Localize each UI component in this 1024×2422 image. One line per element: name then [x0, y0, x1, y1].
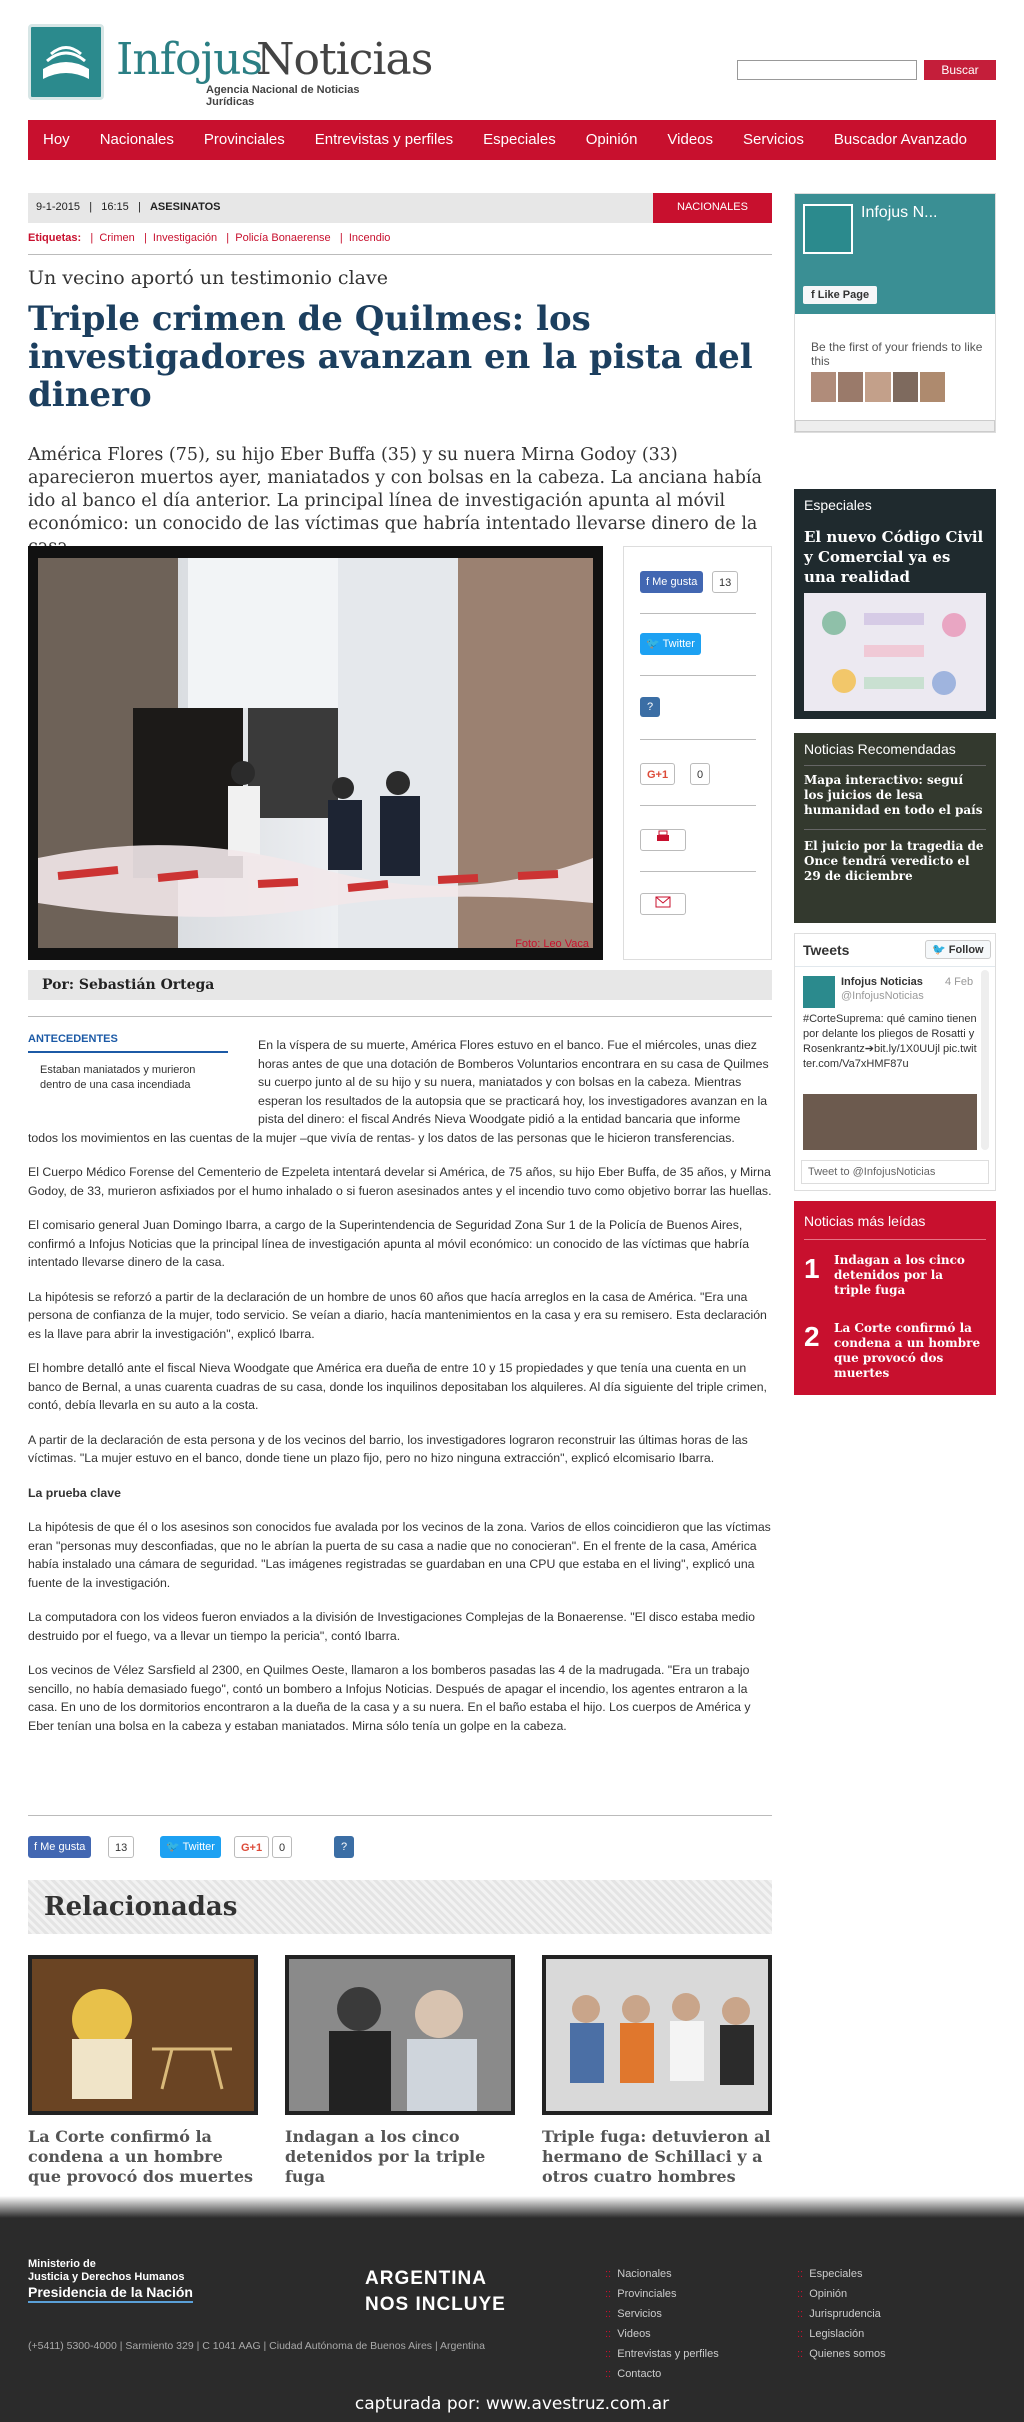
ministerio-logo[interactable] [28, 2258, 193, 2303]
divider [640, 613, 756, 614]
category-badge[interactable]: NACIONALES [653, 193, 772, 223]
article-paragraph: A partir de la declaración de esta persona y de los vecinos del barrio, los investigadores lograron reconstruir las últimas horas de las víctimas. "La mujer estuvo en el banco, donde tiene un plazo fijo, pero no hizo ninguna extracción", explicó elcomisario Ibarra. [28, 1432, 748, 1465]
article-paragraph: La hipótesis de que él o los asesinos son conocidos fue avalada por los vecinos de la zona. Varios de ellos coincidieron que las víctimas eran "personas muy desconfiadas, que no le abrían la puerta de su casa a nadie que no conocieran". En el frente de la casa, América había instalado una cámara de seguridad. "Las imágenes registradas se guardaban en una CPU que estaba en el living", explicó una fuente de la investigación. [28, 1520, 771, 1590]
footer-link[interactable]: :: Videos [605, 2328, 651, 2340]
article-paragraph: La hipótesis se reforzó a partir de la declaración de un hombre de unos 60 años que hacía arreglos en la casa de América. "Era una persona de confianza de la mujer, todo servicio. Se veían a diario, hacía mantenimientos en la casa y era su remisero. Esta declaración es la llave para abrir la investigación", explicó Ibarra. [28, 1289, 767, 1341]
antecedentes-title: ANTECEDENTES [28, 1033, 228, 1053]
main-nav [28, 120, 996, 160]
tweet-image[interactable] [803, 1094, 977, 1150]
tweet-scrollbar[interactable] [981, 970, 989, 1150]
gplus-count: 0 [272, 1836, 292, 1858]
related-item[interactable] [28, 1955, 258, 2187]
tags-label: Etiquetas: [28, 232, 82, 244]
tag-link[interactable]: Incendio [348, 232, 391, 244]
article-date-line: 9-1-2015 | 16:15 | ASESINATOS [36, 201, 221, 213]
twitter-bird-icon: 🐦 [646, 638, 660, 650]
nav-item-hoy[interactable]: Hoy [43, 131, 70, 148]
footer-link[interactable]: :: Jurisprudencia [797, 2308, 881, 2320]
footer-link[interactable]: :: Nacionales [605, 2268, 672, 2280]
mas-leidas-label: Noticias más leídas [804, 1213, 926, 1229]
antecedentes-box [28, 1033, 228, 1093]
share-column [623, 546, 772, 960]
article-paragraph: En la víspera de su muerte, América Flores estuvo en el banco. Fue el miércoles, unas diez horas antes de que una dotación de Bomberos Voluntarios encontrara en su casa de Quilmes su cuerpo junto al de su hijo y su nuera, maniatados y con bolsas en la cabeza. Mientras esperan los resultados de la autopsia que se practicará hoy, los investigadores avanzan en la pista del dinero: el fiscal Andrés Nieva Woodgate pidió a la entidad bancaria que informe todos los movimientos en las cuentas de la mujer –que vivía de rentas- y los datos de las personas que le hicieron transferencias. [28, 1038, 769, 1145]
tweet-avatar[interactable] [803, 976, 835, 1008]
nav-item-videos[interactable]: Videos [667, 131, 714, 148]
print-icon[interactable] [640, 829, 686, 851]
related-image [542, 1955, 772, 2115]
site-footer [0, 2218, 1024, 2422]
related-title[interactable]: Triple fuga: detuvieron al hermano de Schillaci y a otros cuatro hombres [542, 2127, 771, 2186]
divider [640, 805, 756, 806]
article-paragraph: Los vecinos de Vélez Sarsfield al 2300, en Quilmes Oeste, llamaron a los bomberos pasadas las 4 de la madrugada. "Era un trabajo sencillo, no había demasiado fuego", contó un bombero a Infojus Noticias. Después de apagar el incendio, los agentes entraron a la casa. En uno de los dormitorios encontraron a la dueña de la casa y a su nuera. En el baño estaba el hijo. Los cuerpos de América y Eber tenían una bolsa en la cabeza y estaban maniatados. Mirna sólo tenía un golpe en la cabeza. [28, 1663, 751, 1733]
gplus-button[interactable]: G+1 [234, 1836, 269, 1858]
email-icon[interactable] [640, 893, 686, 915]
footer-link[interactable]: :: Quienes somos [797, 2348, 886, 2360]
related-image [285, 1955, 515, 2115]
footer-link[interactable]: :: Opinión [797, 2288, 848, 2300]
tweet-to-box[interactable]: Tweet to @InfojusNoticias [801, 1160, 989, 1184]
article-paragraph: El hombre detalló ante el fiscal Nieva Woodgate que América era dueña de entre 10 y 15 propiedades y que tenía una cuenta en un banco de Bernal, a unas cuarenta cuadras de su casa, donde los inquilinos depositaban los alquileres. Al día siguiente del triple crimen, contó, debía llevarla en su auto a la costa. [28, 1361, 767, 1412]
footer-links-col2 [797, 2264, 886, 2364]
tag-link[interactable]: Crimen [99, 232, 135, 244]
facebook-like-page-button[interactable] [803, 286, 877, 304]
page-avatar [803, 204, 853, 254]
article-paragraph: El comisario general Juan Domingo Ibarra, a cargo de la Superintendencia de Seguridad Zona Sur 1 de la Policía de Buenos Aires, confirmó a Infojus Noticias que la principal línea de investigación apunta al móvil económico: un conocido de las víctimas que habría intentado llevarse dinero de la casa. [28, 1218, 750, 1269]
divider [804, 765, 986, 766]
footer-link[interactable]: :: Legislación [797, 2328, 865, 2340]
footer-link[interactable]: :: Especiales [797, 2268, 863, 2280]
crime-scene-image [38, 558, 593, 948]
nav-item-entrevistas[interactable]: Entrevistas y perfiles [314, 131, 454, 148]
ministerio-line1: Ministerio de [28, 2258, 96, 2270]
nav-item-servicios[interactable]: Servicios [743, 131, 804, 148]
footer-link[interactable]: :: Contacto [605, 2368, 662, 2380]
tags-line: Etiquetas: | Crimen | Investigación | Policía Bonaerense | Incendio [28, 232, 391, 244]
especiales-image[interactable] [804, 593, 986, 711]
antecedentes-link[interactable]: Estaban maniatados y murieron dentro de una casa incendiada [40, 1064, 196, 1091]
divider [640, 739, 756, 740]
logo-book-icon [28, 24, 104, 100]
recomendada-link[interactable]: Mapa interactivo: seguí los juicios de lesa humanidad en todo el país [804, 773, 983, 817]
article-paragraph: La computadora con los videos fueron enviados a la división de Investigaciones Complejas de la Bonaerense. "El disco estaba medio destruido por el fuego, va a llevar un tiempo la pericia", contó Ibarra. [28, 1610, 755, 1643]
logo-name-noticias: Noticias [256, 34, 433, 85]
tweet-button[interactable] [640, 633, 701, 655]
facebook-page-name[interactable]: Infojus N... [861, 204, 938, 221]
like-label: Me gusta [652, 576, 698, 588]
divider [28, 1815, 772, 1816]
rank-number: 1 [804, 1253, 820, 1284]
tweets-label: Tweets [803, 942, 850, 958]
share-more-icon[interactable]: ? [334, 1836, 354, 1858]
divider [640, 871, 756, 872]
like-count: 13 [712, 571, 738, 593]
related-title[interactable]: La Corte confirmó la condena a un hombre que provocó dos muertes [28, 2127, 253, 2186]
twitter-bird-icon: 🐦 [166, 1841, 180, 1853]
article-subhead: La prueba clave [28, 1485, 121, 1500]
twitter-bird-icon: 🐦 [932, 944, 946, 956]
nav-item-provinciales[interactable]: Provinciales [203, 131, 285, 148]
article-meta-bar [28, 193, 772, 223]
footer-link[interactable]: :: Entrevistas y perfiles [605, 2348, 719, 2360]
recomendada-link[interactable]: El juicio por la tragedia de Once tendrá veredicto el 29 de diciembre [804, 839, 984, 883]
facebook-icon: f [811, 289, 815, 301]
photo-credit: Foto: Leo Vaca [515, 938, 589, 950]
facebook-icon: f [646, 576, 650, 588]
facebook-page-widget [794, 193, 996, 433]
related-title[interactable]: Indagan a los cinco detenidos por la triple fuga [285, 2127, 486, 2186]
gplus-count: 0 [690, 763, 710, 785]
like-label: Me gusta [40, 1841, 86, 1853]
article-title: Triple crimen de Quilmes: los investigadores avanzan en la pista del dinero [28, 299, 753, 415]
capture-credit: capturada por: www.avestruz.com.ar [354, 2394, 670, 2414]
nav-item-nacionales[interactable]: Nacionales [99, 131, 174, 148]
nav-item-buscador-avanzado[interactable]: Buscador Avanzado [833, 131, 968, 148]
argentina-line1: ARGENTINA [365, 2268, 487, 2289]
rank-number: 2 [804, 1321, 820, 1352]
divider [804, 1239, 986, 1240]
article-section[interactable]: ASESINATOS [149, 201, 221, 213]
article-body [28, 1036, 772, 1751]
site-header [0, 0, 1024, 120]
twitter-widget [794, 933, 996, 1191]
logo-tagline: Agencia Nacional de Noticias Jurídicas [206, 84, 360, 108]
article-byline: Por: Sebastián Ortega [28, 970, 772, 1000]
footer-links-col1 [605, 2264, 719, 2384]
article-kicker: Un vecino aportó un testimonio clave [28, 267, 388, 289]
footer-fade [0, 2196, 1024, 2218]
widget-scrollbar[interactable] [795, 420, 995, 432]
article-date: 9-1-2015 [36, 201, 81, 213]
mas-leida-link[interactable]: Indagan a los cinco detenidos por la triple fuga [834, 1253, 965, 1297]
footer-link[interactable]: :: Servicios [605, 2308, 662, 2320]
share-more-icon[interactable]: ? [640, 697, 660, 717]
facebook-icon: f [34, 1841, 38, 1853]
related-heading: Relacionadas [44, 1892, 238, 1922]
related-image [28, 1955, 258, 2115]
argentina-line2: NOS INCLUYE [365, 2294, 506, 2315]
nav-item-opinion[interactable]: Opinión [585, 131, 638, 148]
recomendadas-box [794, 733, 996, 923]
nav-item-especiales[interactable]: Especiales [483, 131, 556, 148]
article-time: 16:15 [101, 201, 129, 213]
tag-link[interactable]: Policía Bonaerense [235, 232, 331, 244]
twitter-follow-button[interactable] [925, 940, 991, 959]
tweet-button[interactable] [160, 1836, 221, 1858]
like-count: 13 [108, 1836, 134, 1858]
tag-link[interactable]: Investigación [152, 232, 218, 244]
tweet-label: Twitter [182, 1841, 215, 1853]
footer-link[interactable]: :: Provinciales [605, 2288, 677, 2300]
divider [28, 1016, 772, 1017]
related-item[interactable] [542, 1955, 772, 2187]
related-header [28, 1880, 772, 1934]
divider [795, 966, 995, 967]
facebook-cover [795, 194, 995, 314]
like-page-label: Like Page [817, 289, 870, 301]
bottom-share-bar [28, 1836, 772, 1860]
facebook-like-button[interactable] [640, 571, 703, 593]
related-item[interactable] [285, 1955, 515, 2187]
argentina-nos-incluye-logo [365, 2266, 506, 2318]
tweet-date[interactable]: 4 Feb [945, 976, 974, 988]
divider [804, 829, 986, 830]
search-input[interactable] [737, 60, 917, 80]
especiales-title[interactable]: El nuevo Código Civil y Comercial ya es una realidad [804, 528, 984, 586]
ministerio-line2: Justicia y Derechos Humanos [28, 2271, 185, 2283]
divider [28, 254, 772, 255]
divider [640, 675, 756, 676]
facebook-friends-avatars [811, 372, 945, 402]
tweet-handle[interactable]: @InfojusNoticias [841, 990, 924, 1002]
presidencia-label: Presidencia de la Nación [28, 2286, 193, 2303]
follow-label: Follow [948, 944, 984, 956]
article-paragraph: El Cuerpo Médico Forense del Cementerio de Ezpeleta intentará develar si América, de 75 años, su hijo Eber Buffa, de 35 años, y Mirna Godoy, de 33, murieron asfixiados por el humo inhalado o si fueron asesinados antes y el incendio tuvo como objetivo borrar las huellas. [28, 1165, 772, 1198]
facebook-like-button[interactable] [28, 1836, 91, 1858]
recomendadas-label: Noticias Recomendadas [804, 741, 956, 757]
tweet-label: Twitter [662, 638, 695, 650]
tweet-text: #CorteSuprema: qué camino tienen por delante los pliegos de Rosatti y Rosenkrantz➔bit.ly/1X0UUjl pic.twitter.com/Va7xHMF87u [803, 1013, 977, 1070]
mas-leidas-box [794, 1201, 996, 1395]
gplus-button[interactable]: G+1 [640, 763, 675, 785]
tweet-author[interactable]: Infojus Noticias [841, 976, 923, 988]
footer-address: (+5411) 5300-4000 | Sarmiento 329 | C 1041 AAG | Ciudad Autónoma de Buenos Aires | Argentina [28, 2340, 485, 2352]
search-button[interactable]: Buscar [924, 60, 996, 80]
facebook-friends-text: Be the first of your friends to like this [811, 340, 983, 368]
site-logo[interactable] [28, 24, 433, 108]
especiales-box [794, 489, 996, 719]
article-photo [28, 546, 603, 960]
especiales-label: Especiales [804, 497, 872, 513]
mas-leida-link[interactable]: La Corte confirmó la condena a un hombre que provocó dos muertes [834, 1321, 981, 1380]
article-lead: América Flores (75), su hijo Eber Buffa (35) y su nuera Mirna Godoy (33) aparecieron muertos ayer, maniatados y con bolsas en la cabeza. La anciana había ido al banco el día anterior. La principal línea de investigación apunta al móvil económico: un conocido de las víctimas que habría intentado llevarse dinero de la [28, 445, 762, 534]
logo-name-infojus: Infojus [116, 34, 263, 85]
